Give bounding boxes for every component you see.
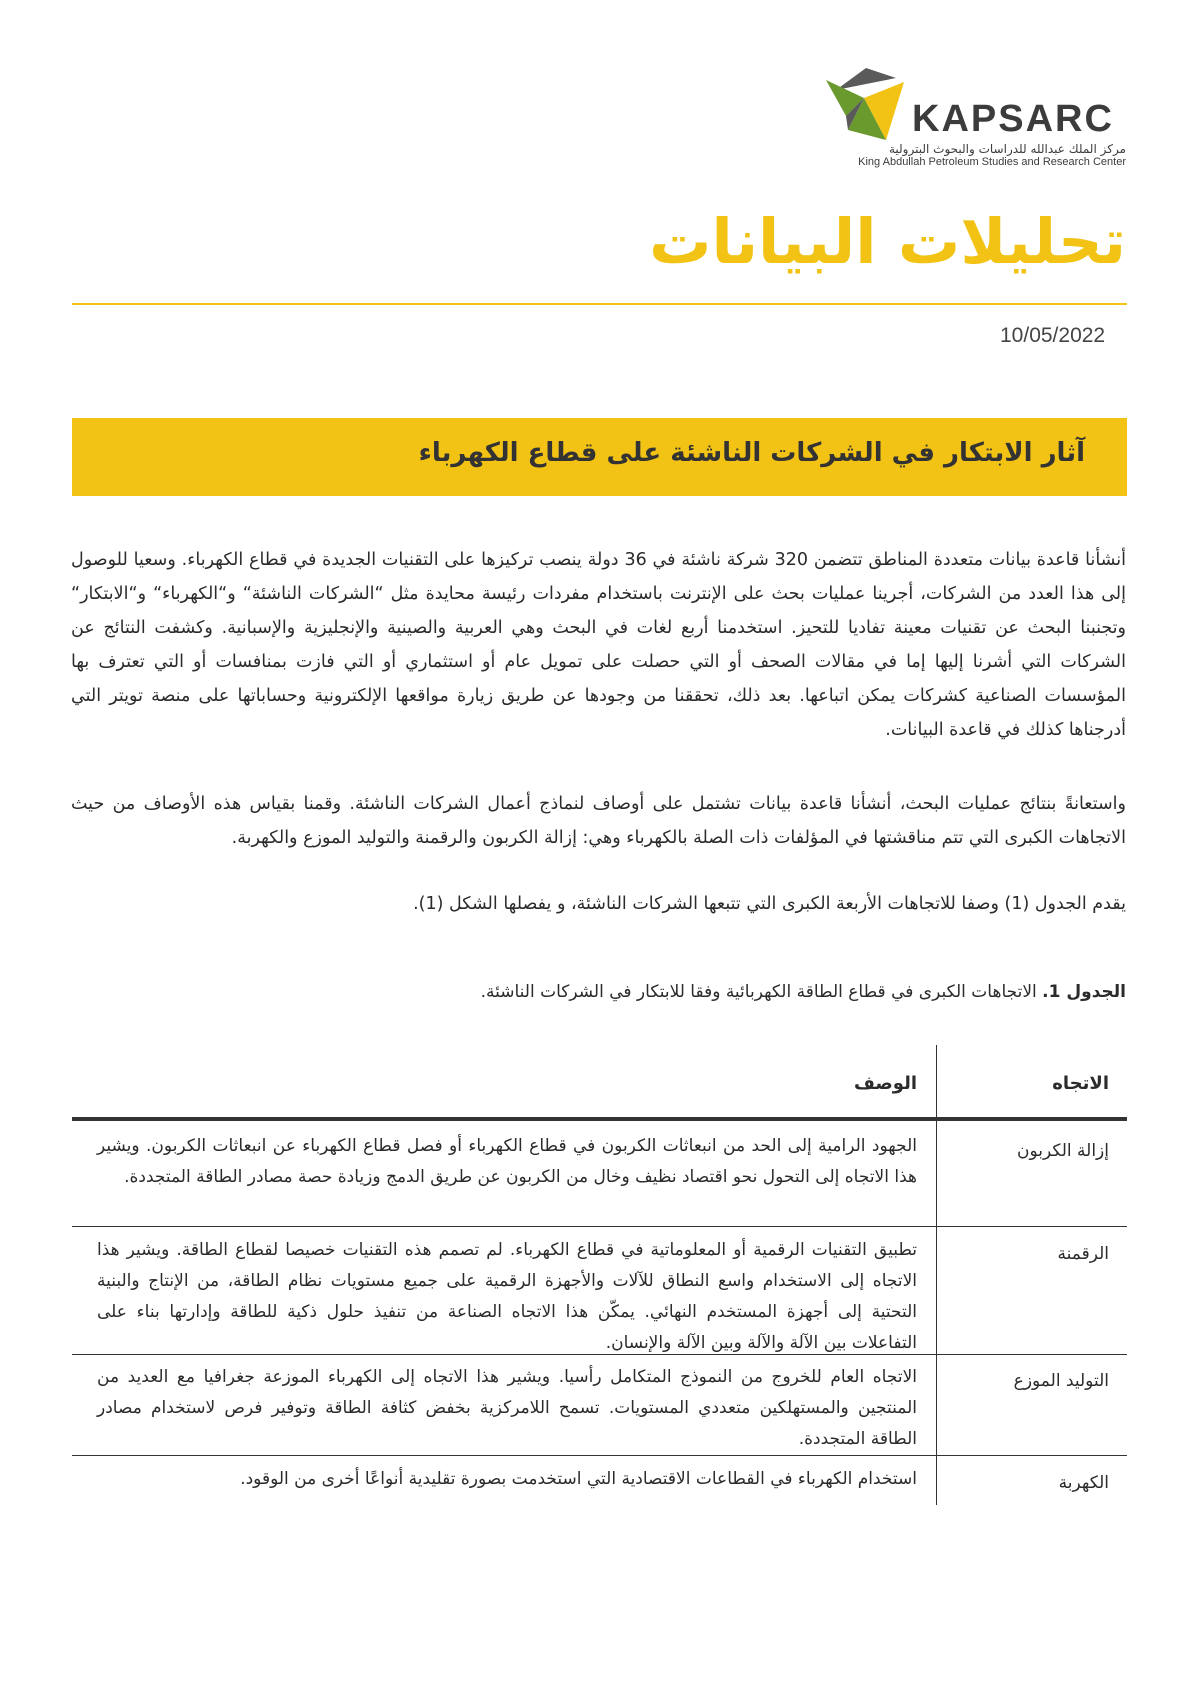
title-divider — [72, 303, 1127, 305]
publication-date: 10/05/2022 — [1000, 324, 1106, 347]
brand-name: KAPSARC — [912, 98, 1114, 140]
kapsarc-emblem-icon — [826, 68, 916, 143]
row-3-trend: التوليد الموزع — [1013, 1371, 1109, 1391]
body-paragraph-3: يقدم الجدول (1) وصفا للاتجاهات الأربعة الكبرى التي تتبعها الشركات الناشئة، و يفصلها الشكل (1). — [413, 894, 1126, 914]
header-description: الوصف — [853, 1073, 917, 1094]
row-rule-1 — [72, 1226, 1127, 1227]
row-4-description: استخدام الكهرباء في القطاعات الاقتصادية التي استخدمت بصورة تقليدية أنواعًا أخرى من الوقود. — [240, 1469, 917, 1489]
table-caption — [481, 982, 1126, 1002]
row-3-description: الاتجاه العام للخروج من النموذج المتكامل رأسيا. ويشير هذا الاتجاه إلى الكهرباء الموزعة جغرافيا مع العديد من المنتجين والمستهلكين متعددي المستويات. تسمح اللامركزية بخفض كثافة الطاقة وتوفير فرص لاستخدام مصادر الطاقة المتجددة. — [97, 1367, 917, 1449]
row-2-trend: الرقمنة — [1057, 1244, 1109, 1264]
row-rule-2 — [72, 1354, 1127, 1355]
org-name-english: King Abdullah Petroleum Studies and Research Center — [858, 156, 1126, 168]
column-divider — [936, 1045, 937, 1505]
row-4-trend: الكهربة — [1058, 1473, 1109, 1493]
row-2-description: تطبيق التقنيات الرقمية أو المعلوماتية في قطاع الكهرباء. لم تصمم هذه التقنيات خصيصا لقطاع الطاقة. ويشير هذا الاتجاه إلى الاستخدام واسع النطاق للآلات والأجهزة الرقمية على جميع مستويات نظام الطاقة، من الإنتاج والبنية التحتية إلى أجهزة المستخدم النهائي. يمكّن هذا الاتجاه الصناعة من تنفيذ حلول ذكية للطاقة وإدارتها بناء على التفاعلات بين الآلة والآلة وبين الآلة والإنسان. — [97, 1240, 917, 1353]
table-caption-text: الاتجاهات الكبرى في قطاع الطاقة الكهربائية وفقا للابتكار في الشركات الناشئة. — [480, 982, 1037, 1002]
section-banner — [72, 418, 1127, 496]
kapsarc-logo — [826, 68, 1126, 168]
table-caption-label: الجدول 1. — [1042, 982, 1126, 1002]
body-paragraph-1: أنشأنا قاعدة بيانات متعددة المناطق تتضمن 320 شركة ناشئة في 36 دولة ينصب تركيزها على التقنيات الجديدة في قطاع الكهرباء. وسعيا للوصول إلى هذا العدد من الشركات، أجرينا عمليات بحث على الإنترنت باستخدام مفردات رئيسة محايدة مثل “الشركات الناشئة“ و“الكهرباء“ و“الابتكار“ وتجنبنا البحث عن تقنيات معينة تفاديا للتحيز. استخدمنا أربع لغات في البحث وهي العربية والصينية والإنجليزية والإسبانية. وكشفت النتائج عن الشركات التي أشرنا إليها إما في مقالات الصحف أو التي حصلت على تمويل عام أو استثماري أو التي فازت بمنافسات أو التي تعترف بها المؤسسات الصناعية كشركات يمكن اتباعها. بعد ذلك، تحققنا من وجودها عن طريق زيارة مواقعها الإلكترونية وحساباتها على منصة تويتر التي أدرجناها كذلك في قاعدة البيانات. — [71, 550, 1127, 740]
row-1-description: الجهود الرامية إلى الحد من انبعاثات الكربون في قطاع الكهرباء أو فصل قطاع الكهرباء عن انبعاثات الكربون. ويشير هذا الاتجاه إلى التحول نحو اقتصاد نظيف وخال من الكربون عن طريق الدمج وزيادة حصة مصادر الطاقة المتجددة. — [97, 1136, 917, 1187]
header-trend: الاتجاه — [1052, 1073, 1109, 1094]
row-1-trend: إزالة الكربون — [1016, 1141, 1109, 1161]
document-title: تحليلات البيانات — [649, 205, 1126, 278]
row-rule-3 — [72, 1455, 1127, 1456]
section-heading: آثار الابتكار في الشركات الناشئة على قطاع الكهرباء — [418, 438, 1085, 468]
header-rule — [72, 1117, 1127, 1121]
body-paragraph-2: واستعانةً بنتائج عمليات البحث، أنشأنا قاعدة بيانات تشتمل على أوصاف لنماذج أعمال الشركات الناشئة. وقمنا بقياس هذه الأوصاف من حيث الاتجاهات الكبرى التي تتم مناقشتها في المؤلفات ذات الصلة بالكهرباء وهي: إزالة الكربون والرقمنة والتوليد الموزع والكهربة. — [71, 794, 1126, 848]
megatrends-table — [72, 1045, 1127, 1505]
org-name-arabic: مركز الملك عبدالله للدراسات والبحوث البترولية — [888, 142, 1126, 156]
